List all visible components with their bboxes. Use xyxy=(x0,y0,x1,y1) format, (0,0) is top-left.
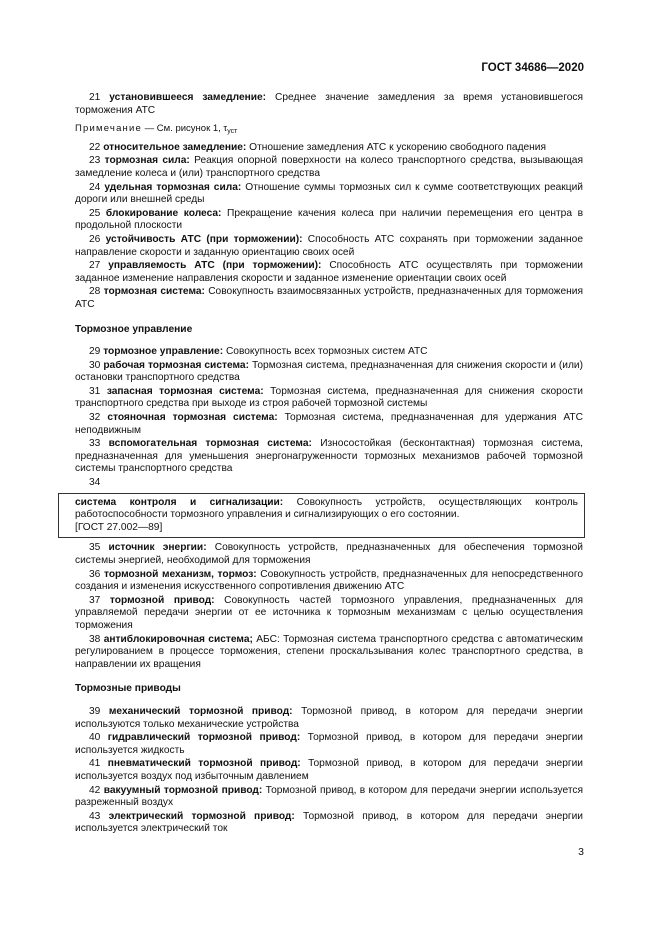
term-name: тормозной механизм, тормоз: xyxy=(103,568,257,580)
term-name: устойчивость АТС (при торможении): xyxy=(105,233,303,245)
framed-def: Совокупность устройств, осуществляющих контроль работоспособности тормозного управления и сигнализирующих о его состоянии. xyxy=(75,496,578,521)
term-definition: Тормозная система, предназначенная для снижения скорости и (или) остановки транспортного средства xyxy=(75,359,583,384)
term-definition: Совокупность взаимосвязанных устройств, предназначенных для торможения АТС xyxy=(75,286,583,310)
term-name: тормозное управление: xyxy=(103,346,224,358)
term-entry xyxy=(75,360,583,385)
term-name: вакуумный тормозной привод: xyxy=(103,784,263,796)
term-entry xyxy=(75,732,583,757)
term-definition: Тормозной привод, в котором для передачи энергии используется жидкость xyxy=(75,732,583,756)
term-number: 27 xyxy=(89,260,101,272)
term-entry xyxy=(75,142,583,155)
term-definition: Реакция опорной поверхности на колесо транспортного средства, вызывающая замедление колеса и (или) транспортного средства xyxy=(75,155,583,179)
term-entry xyxy=(75,92,583,117)
term-entry xyxy=(75,208,583,233)
term-definition: Тормозной привод, в котором для передачи энергии используется электрический ток xyxy=(75,810,583,835)
term-name: тормозная сила: xyxy=(104,155,190,167)
term-name: удельная тормозная сила: xyxy=(104,181,242,193)
term-entry xyxy=(75,260,583,285)
framed-term: система контроля и сигнализации: xyxy=(75,496,284,508)
term-definition: Совокупность частей тормозного управления, предназначенных для управляемой передачи энергии от ее источника к тормозным механизмам с целью осуществления торможения xyxy=(75,594,583,631)
entries-group-c xyxy=(75,346,583,476)
term-definition: Совокупность устройств, предназначенных для непосредственного создания и изменения искусственного сопротивления движению АТС xyxy=(75,568,583,593)
term-number: 43 xyxy=(89,810,101,822)
term-name: тормозная система: xyxy=(103,286,205,298)
term-entry xyxy=(75,286,583,311)
term-entry xyxy=(75,634,583,672)
term-definition: Совокупность устройств, предназначенных для обеспечения тормозной системы энергией, необходимой для торможения xyxy=(75,542,583,566)
term-number: 24 xyxy=(89,181,101,193)
note-label: Примечание xyxy=(75,123,142,135)
term-number: 26 xyxy=(89,233,101,245)
section-heading-brake-drives: Тормозные приводы xyxy=(75,683,181,695)
term-number: 36 xyxy=(89,568,101,580)
term-name: рабочая тормозная система: xyxy=(103,359,249,371)
note-subscript: уст xyxy=(227,128,238,136)
term-name: механический тормозной привод: xyxy=(108,705,293,717)
term-entry xyxy=(75,811,583,836)
term-definition: Способность АТС осуществлять при торможении заданное изменение направления скорости и заданное изменение ориентации своих осей xyxy=(75,260,583,284)
term-definition: Тормозная система, предназначенная для удержания АТС неподвижным xyxy=(75,412,583,436)
note xyxy=(75,123,583,136)
term-number: 25 xyxy=(89,207,101,219)
term-entry xyxy=(75,182,583,207)
term-number: 38 xyxy=(89,633,101,645)
term-name: установившееся замедление: xyxy=(109,92,267,103)
document-code: ГОСТ 34686—2020 xyxy=(481,62,584,74)
term-number: 30 xyxy=(89,359,101,371)
term-number: 29 xyxy=(89,346,101,358)
term-entry xyxy=(75,234,583,259)
term-name: относительное замедление: xyxy=(103,141,247,153)
term-number: 35 xyxy=(89,542,101,554)
term-name: электрический тормозной привод: xyxy=(108,810,295,822)
term-entry xyxy=(75,706,583,731)
term-entry xyxy=(75,569,583,594)
entries-group-e xyxy=(75,706,583,836)
term-entry xyxy=(75,412,583,437)
term-number: 42 xyxy=(89,784,101,796)
term-definition: Отношение замедления АТС к ускорению свободного падения xyxy=(249,141,547,153)
term-name: блокирование колеса: xyxy=(105,207,222,219)
entries-group-d xyxy=(75,542,583,671)
term-name: тормозной привод: xyxy=(109,594,215,606)
entry-number-34: 34 xyxy=(89,477,101,489)
term-definition: Прекращение качения колеса при наличии перемещения его центра в продольной плоскости xyxy=(75,207,583,232)
page-number: 3 xyxy=(578,846,584,858)
term-entry xyxy=(75,438,583,476)
entries-group-b xyxy=(75,142,583,312)
term-number: 32 xyxy=(89,412,101,424)
page-content xyxy=(75,92,583,837)
term-name: пневматический тормозной привод: xyxy=(107,758,301,770)
note-text: — См. рисунок 1, τ xyxy=(144,123,228,135)
term-name: запасная тормозная система: xyxy=(106,385,264,397)
entries-group-a xyxy=(75,92,583,117)
term-number: 21 xyxy=(89,92,101,103)
term-number: 33 xyxy=(89,438,101,450)
term-number: 41 xyxy=(89,758,101,770)
term-definition: Тормозная система, предназначенная для снижения скорости транспортного средства при выходе из строя рабочей тормозной системы xyxy=(75,385,583,410)
term-entry xyxy=(75,542,583,567)
term-number: 40 xyxy=(89,732,101,744)
term-number: 31 xyxy=(89,385,101,397)
term-number: 22 xyxy=(89,141,101,153)
framed-definition xyxy=(58,493,585,539)
term-name: антиблокировочная система; xyxy=(103,633,253,645)
term-definition: Износостойкая (бесконтактная) тормозная система, предназначенная для уменьшения энергонагруженности тормозных механизмов рабочей тормозной системы транспортного средства xyxy=(75,438,583,475)
term-definition: Тормозной привод, в котором для передачи энергии используются только механические устройства xyxy=(75,705,583,730)
term-name: управляемость АТС (при торможении): xyxy=(108,260,322,272)
term-number: 28 xyxy=(89,286,101,298)
term-entry xyxy=(75,758,583,783)
term-entry xyxy=(75,346,583,359)
term-number: 37 xyxy=(89,594,101,606)
term-definition: Тормозной привод, в котором для передачи энергии используется воздух под избыточным давлением xyxy=(75,758,583,782)
section-heading-brake-control: Тормозное управление xyxy=(75,323,193,335)
term-entry xyxy=(75,595,583,633)
term-name: источник энергии: xyxy=(108,542,207,554)
term-name: гидравлический тормозной привод: xyxy=(107,732,301,744)
term-entry xyxy=(75,155,583,180)
term-entry xyxy=(75,386,583,411)
term-definition: Тормозной привод, в котором для передачи энергии используется разреженный воздух xyxy=(75,784,583,809)
term-number: 39 xyxy=(89,705,101,717)
term-name: вспомогательная тормозная система: xyxy=(108,438,312,450)
term-number: 23 xyxy=(89,155,101,167)
term-definition: АБС: Тормозная система транспортного средства с автоматическим регулированием в процессе торможения, степени проскальзывания колес транспортного средства, в направлении их вращения xyxy=(75,633,583,670)
term-definition: Отношение суммы тормозных сил к сумме соответствующих реакций дороги или внешней среды xyxy=(75,181,583,206)
framed-source: [ГОСТ 27.002—89] xyxy=(75,521,163,533)
term-entry xyxy=(75,785,583,810)
term-definition: Среднее значение замедления за время установившегося торможения АТС xyxy=(75,92,583,116)
term-definition: Способность АТС сохранять при торможении заданное направление скорости и заданную ориентацию своих осей xyxy=(75,233,583,258)
term-name: стояночная тормозная система: xyxy=(107,412,278,424)
framed-definition-text xyxy=(75,497,578,522)
term-definition: Совокупность всех тормозных систем АТС xyxy=(225,346,428,358)
